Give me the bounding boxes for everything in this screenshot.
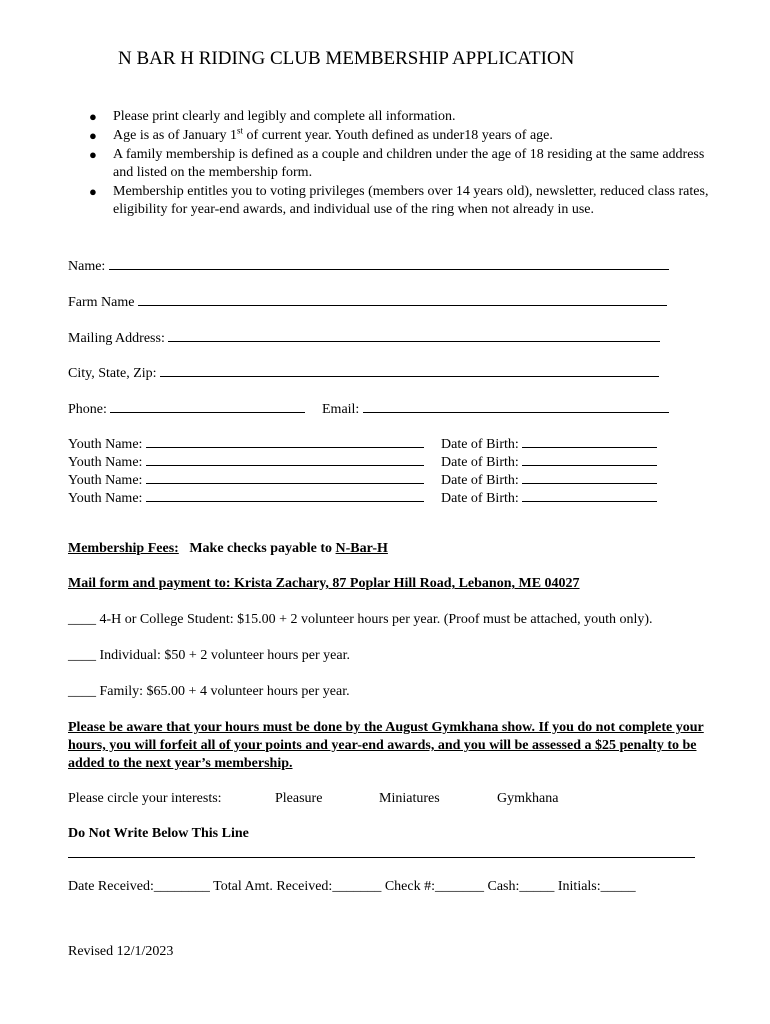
ordinal-suffix: st — [237, 125, 244, 136]
mailing-address-field — [68, 327, 660, 347]
interest-option-gymkhana[interactable]: Gymkhana — [497, 791, 559, 806]
instructions-list — [88, 108, 728, 220]
bullet-icon: ● — [89, 109, 97, 124]
divider-line — [68, 857, 695, 858]
email-label: Email: — [322, 402, 363, 417]
youth-name-input-line[interactable] — [146, 433, 424, 448]
youth-dob — [441, 451, 657, 471]
name-input-line[interactable] — [109, 255, 669, 270]
city-state-zip-label: City, State, Zip: — [68, 366, 161, 381]
revised-date: Revised 12/1/2023 — [68, 944, 174, 959]
total-received-field: Total Amt. Received:_______ — [213, 879, 382, 894]
instruction-item — [88, 108, 728, 126]
date-of-birth-label: Date of Birth: — [441, 473, 523, 488]
interest-option-miniatures[interactable]: Miniatures — [379, 791, 440, 806]
mailing-address-label: Mailing Address: — [68, 331, 169, 346]
instruction-text: Membership entitles you to voting privileges (members over 14 years old), newsletter, reduced class rates, eligibility for year-end awards, and individual use of the ring when not already in use. — [113, 184, 709, 217]
membership-fees-line — [68, 541, 388, 557]
youth-dob — [441, 487, 657, 507]
instruction-text: Age is as of January 1 — [113, 128, 238, 143]
fee-checkbox-blank[interactable]: ____ — [68, 684, 96, 699]
name-label: Name: — [68, 259, 109, 274]
youth-row — [68, 451, 424, 471]
date-of-birth-label: Date of Birth: — [441, 491, 523, 506]
checks-payable-text: Make checks payable to — [189, 541, 336, 556]
phone-label: Phone: — [68, 402, 111, 417]
interests-label: Please circle your interests: — [68, 791, 222, 806]
fee-option-text: 4-H or College Student: $15.00 + 2 volunteer hours per year. (Proof must be attached, youth only). — [96, 612, 653, 627]
bullet-icon: ● — [89, 184, 97, 199]
fee-checkbox-blank[interactable]: ____ — [68, 612, 96, 627]
mail-to-line: Mail form and payment to: Krista Zachary, 87 Poplar Hill Road, Lebanon, ME 04027 — [68, 576, 580, 591]
city-state-zip-input-line[interactable] — [160, 362, 659, 377]
page-title: N BAR H RIDING CLUB MEMBERSHIP APPLICATION — [118, 48, 575, 69]
email-field — [322, 398, 669, 418]
youth-name-label: Youth Name: — [68, 455, 146, 470]
checks-payee: N-Bar-H — [335, 541, 388, 556]
date-of-birth-input-line[interactable] — [522, 469, 657, 484]
youth-name-label: Youth Name: — [68, 491, 146, 506]
farm-name-label: Farm Name — [68, 295, 138, 310]
instruction-item — [88, 146, 728, 182]
date-of-birth-input-line[interactable] — [522, 487, 657, 502]
youth-dob — [441, 433, 657, 453]
instruction-item — [88, 127, 728, 145]
youth-row — [68, 469, 424, 489]
fee-checkbox-blank[interactable]: ____ — [68, 648, 96, 663]
phone-field — [68, 398, 305, 418]
name-field — [68, 255, 669, 275]
youth-name-label: Youth Name: — [68, 473, 146, 488]
date-of-birth-label: Date of Birth: — [441, 437, 523, 452]
office-use-row — [68, 879, 636, 895]
youth-name-label: Youth Name: — [68, 437, 146, 452]
cash-field: Cash:_____ — [487, 879, 555, 894]
youth-row — [68, 433, 424, 453]
bullet-icon: ● — [89, 147, 97, 162]
office-use-heading: Do Not Write Below This Line — [68, 826, 249, 841]
youth-name-input-line[interactable] — [146, 451, 424, 466]
instruction-text: Please print clearly and legibly and complete all information. — [113, 109, 456, 124]
date-of-birth-input-line[interactable] — [522, 451, 657, 466]
fee-option — [68, 684, 350, 700]
fee-option-text: Family: $65.00 + 4 volunteer hours per year. — [96, 684, 350, 699]
instruction-text-cont: of current year. Youth defined as under18 years of age. — [243, 128, 553, 143]
membership-fees-heading: Membership Fees: — [68, 541, 179, 556]
instruction-text: A family membership is defined as a couple and children under the age of 18 residing at the same address and listed on the membership form. — [113, 147, 705, 180]
fee-option — [68, 648, 350, 664]
youth-name-input-line[interactable] — [146, 487, 424, 502]
date-of-birth-label: Date of Birth: — [441, 455, 523, 470]
youth-dob — [441, 469, 657, 489]
fee-option-text: Individual: $50 + 2 volunteer hours per year. — [96, 648, 351, 663]
farm-name-input-line[interactable] — [138, 291, 667, 306]
farm-name-field — [68, 291, 667, 311]
youth-name-input-line[interactable] — [146, 469, 424, 484]
instruction-item — [88, 183, 728, 219]
email-input-line[interactable] — [363, 398, 669, 413]
date-received-field: Date Received:________ — [68, 879, 210, 894]
youth-row — [68, 487, 424, 507]
fee-option — [68, 612, 653, 628]
date-of-birth-input-line[interactable] — [522, 433, 657, 448]
volunteer-hours-warning: Please be aware that your hours must be done by the August Gymkhana show. If you do not complete your hours, you will forfeit all of your points and year-end awards, and you will be assessed a $25 penalty to be added to the next year’s membership. — [68, 720, 704, 771]
initials-field: Initials:_____ — [557, 879, 636, 894]
interest-option-pleasure[interactable]: Pleasure — [275, 791, 323, 806]
mailing-address-input-line[interactable] — [168, 327, 660, 342]
bullet-icon: ● — [89, 128, 97, 143]
city-state-zip-field — [68, 362, 659, 382]
phone-input-line[interactable] — [110, 398, 305, 413]
check-number-field: Check #:_______ — [384, 879, 484, 894]
